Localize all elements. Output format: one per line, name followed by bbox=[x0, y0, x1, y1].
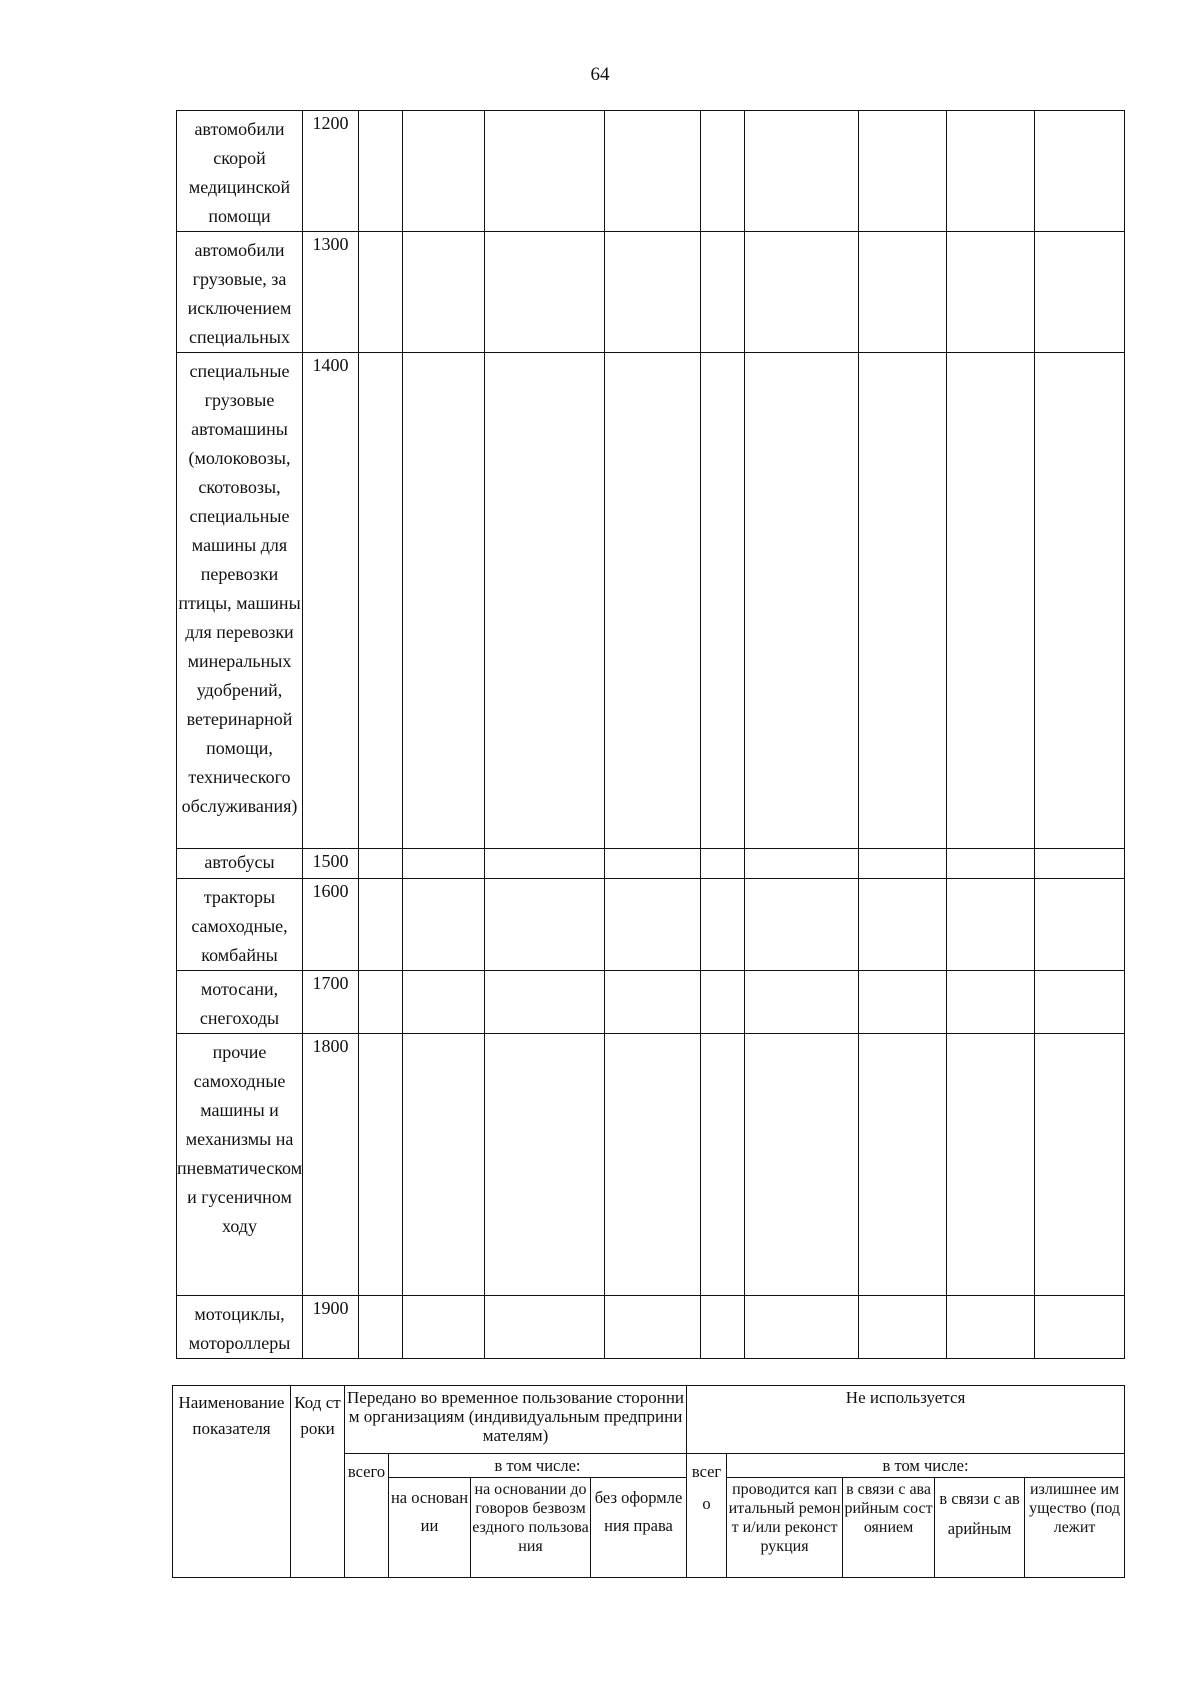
header-total: всего bbox=[345, 1454, 389, 1578]
header-surplus: излишнее имущество (подлежит bbox=[1025, 1478, 1125, 1578]
header-name: Наименование показателя bbox=[173, 1386, 291, 1578]
header-including: в том числе: bbox=[727, 1454, 1125, 1478]
row-name: мотосани, снегоходы bbox=[177, 971, 303, 1034]
table-row bbox=[177, 111, 1125, 232]
header-on-basis: на основании bbox=[389, 1478, 471, 1578]
row-name: автобусы bbox=[177, 849, 303, 879]
row-name: мотоциклы, мотороллеры bbox=[177, 1296, 303, 1359]
row-code: 1500 bbox=[303, 849, 359, 879]
row-code: 1600 bbox=[303, 879, 359, 971]
header-including: в том числе: bbox=[389, 1454, 687, 1478]
row-code: 1400 bbox=[303, 353, 359, 849]
header-transferred: Передано во временное пользование сторонним организациям (индивидуальным предпринимателям) bbox=[345, 1386, 687, 1454]
row-name: специальные грузовые автомашины (молоковозы, скотовозы, специальные машины для перевозки птицы, машины для перевозки минеральных удобрений, ветеринарной помощи, технического обслуживания) bbox=[177, 353, 303, 849]
header-emergency-state: в связи с аварийным состоянием bbox=[843, 1478, 935, 1578]
row-name: автомобили грузовые, за исключением специальных bbox=[177, 232, 303, 353]
header-code: Код строки bbox=[291, 1386, 345, 1578]
header-emergency: в связи с аварийным bbox=[935, 1478, 1025, 1578]
equipment-table bbox=[176, 110, 1125, 1359]
header-total: всего bbox=[687, 1454, 727, 1578]
table-row bbox=[177, 971, 1125, 1034]
header-free-use: на основании договоров безвозмездного пользования bbox=[471, 1478, 591, 1578]
header-not-used: Не используется bbox=[687, 1386, 1125, 1454]
row-code: 1900 bbox=[303, 1296, 359, 1359]
header-table bbox=[172, 1385, 1125, 1578]
table-row bbox=[177, 1296, 1125, 1359]
table-row bbox=[177, 1034, 1125, 1296]
header-no-rights: без оформления права bbox=[591, 1478, 687, 1578]
row-name: тракторы самоходные, комбайны bbox=[177, 879, 303, 971]
row-code: 1700 bbox=[303, 971, 359, 1034]
header-repair: проводится капитальный ремонт и/или реконструкция bbox=[727, 1478, 843, 1578]
row-name: прочие самоходные машины и механизмы на пневматическом и гусеничном ходу bbox=[177, 1034, 303, 1296]
row-code: 1800 bbox=[303, 1034, 359, 1296]
table-row bbox=[177, 879, 1125, 971]
table-row bbox=[177, 849, 1125, 879]
row-code: 1300 bbox=[303, 232, 359, 353]
table-row bbox=[177, 353, 1125, 849]
row-code: 1200 bbox=[303, 111, 359, 232]
row-name: автомобили скорой медицинской помощи bbox=[177, 111, 303, 232]
table-row bbox=[177, 232, 1125, 353]
page-number: 64 bbox=[590, 64, 610, 85]
